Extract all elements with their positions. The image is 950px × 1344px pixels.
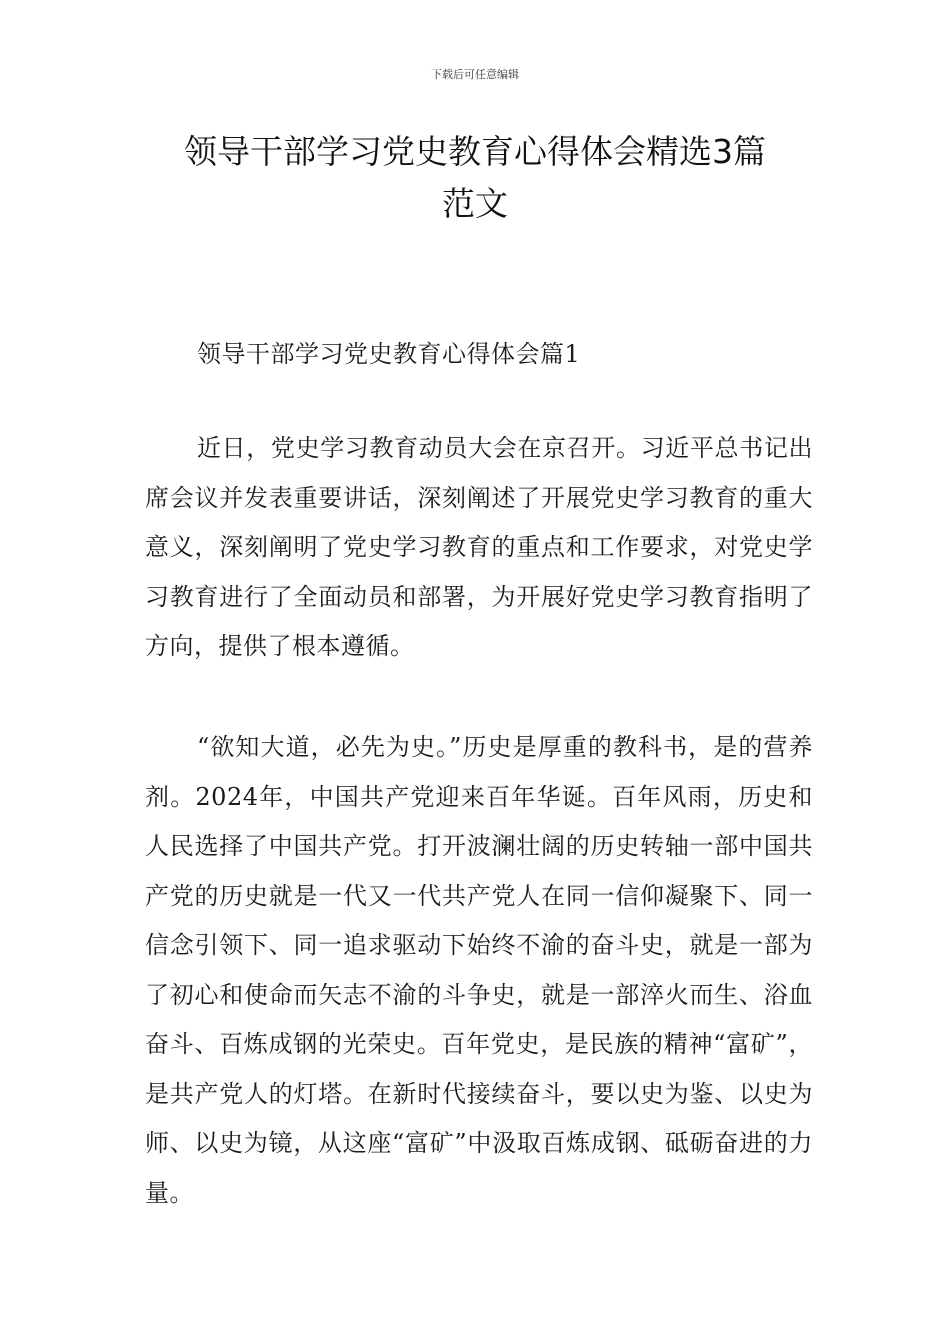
paragraph-1-block	[145, 424, 813, 672]
title-line-1: 领导干部学习党史教育心得体会精选3篇	[184, 132, 766, 171]
title-line-2: 范文	[442, 184, 508, 223]
paragraph-2-block	[145, 723, 813, 1218]
page-title	[100, 126, 850, 230]
paragraph: “欲知大道，必先为史。”历史是厚重的教科书，是的营养剂。2024年，中国共产党迎来百年华诞。百年风雨，历史和人民选择了中国共产党。打开波澜壮阔的历史转轴一部中国共产党的历史就是一代又一代共产党人在同一信仰凝聚下、同一信念引领下、同一追求驱动下始终不渝的奋斗史，就是一部为了初心和使命而矢志不渝的斗争史，就是一部淬火而生、浴血奋斗、百炼成钢的光荣史。百年党史，是民族的精神“富矿”，是共产党人的灯塔。在新时代接续奋斗，要以史为鉴、以史为师、以史为镜，从这座“富矿”中汲取百炼成钢、砥砺奋进的力量。	[145, 733, 813, 1207]
section-heading: 领导干部学习党史教育心得体会篇1	[197, 340, 581, 368]
paragraph: 近日，党史学习教育动员大会在京召开。习近平总书记出席会议并发表重要讲话，深刻阐述了开展党史学习教育的重大意义，深刻阐明了党史学习教育的重点和工作要求，对党史学习教育进行了全面动员和部署，为开展好党史学习教育指明了方向，提供了根本遵循。	[145, 434, 813, 660]
header-note: 下载后可任意编辑	[431, 68, 519, 81]
